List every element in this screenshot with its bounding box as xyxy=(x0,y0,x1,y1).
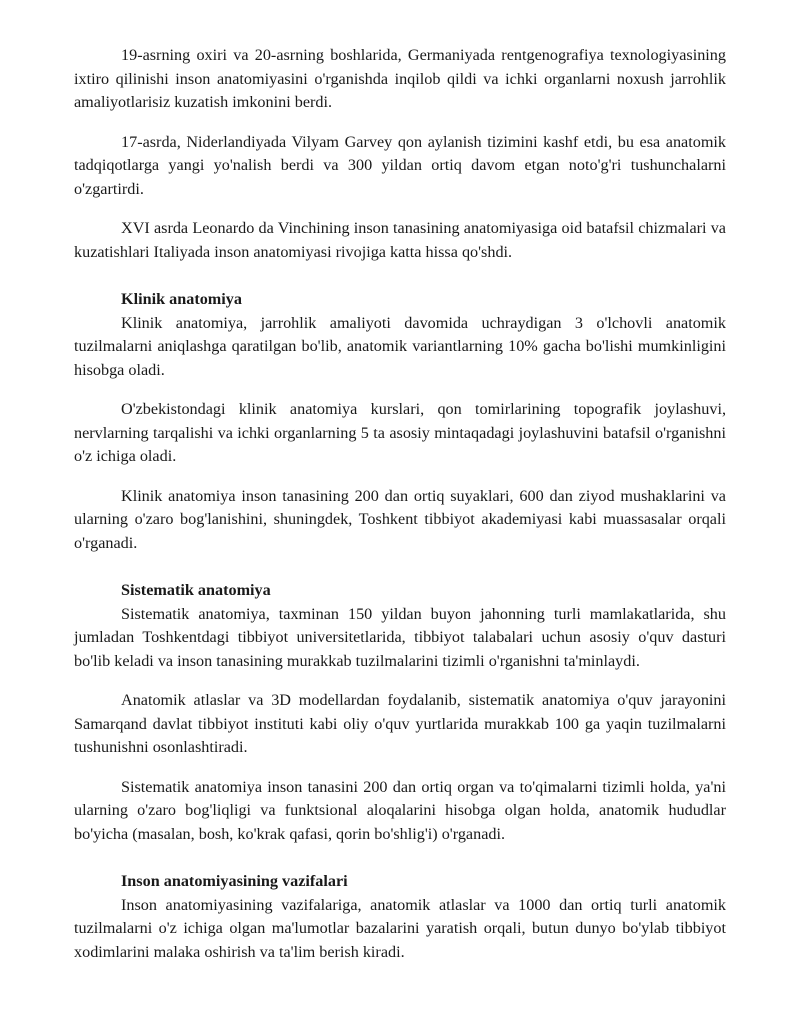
sistematik-paragraph-3: Sistematik anatomiya inson tanasini 200 dan ortiq organ va to'qimalarni tizimli holda, ya'ni ularning o'zaro bog'liqligi va funktsional aloqalarini hisobga olgan holda, anatomik hududlar bo'yicha (masalan, bosh, ko'krak qafasi, qorin bo'shlig'i) o'rganadi. xyxy=(74,777,726,843)
section-heading-klinik: Klinik anatomiya xyxy=(121,290,242,308)
intro-paragraph-2: 17-asrda, Niderlandiyada Vilyam Garvey qon aylanish tizimini kashf etdi, bu esa anatomik tadqiqotlarga yangi yo'nalish berdi va 300 yildan ortiq davom etgan noto'g'ri tushunchalarni o'zgartirdi. xyxy=(74,132,726,198)
intro-paragraph-3: XVI asrda Leonardo da Vinchining inson tanasining anatomiyasiga oid batafsil chizmalari va kuzatishlari Italiyada inson anatomiyasi rivojiga katta hissa qo'shdi. xyxy=(74,219,726,261)
intro-paragraph-1: 19-asrning oxiri va 20-asrning boshlarida, Germaniyada rentgenografiya texnologiyasining ixtiro qilinishi inson anatomiyasini o'rganishda inqilob qildi va ichki organlarni noxush jarrohlik amaliyotlarisiz kuzatish imkonini berdi. xyxy=(74,46,726,111)
sistematik-paragraph-2: Anatomik atlaslar va 3D modellardan foydalanib, sistematik anatomiya o'quv jarayonini Samarqand davlat tibbiyot instituti kabi oliy o'quv yurtlarida murakkab 100 ga yaqin tuzilmalarni tushunishni osonlashtiradi. xyxy=(74,691,726,756)
sistematik-paragraph-1: Sistematik anatomiya, taxminan 150 yildan buyon jahonning turli mamlakatlarida, shu jumladan Toshkentdagi tibbiyot universitetlarida, tibbiyot talabalari uchun asosiy o'quv dasturi bo'lib keladi va inson tanasining murakkab tuzilmalarini tizimli o'rganishni ta'minlaydi. xyxy=(74,604,726,670)
section-heading-vazifalar: Inson anatomiyasining vazifalari xyxy=(121,872,348,890)
vazifalar-paragraph-1: Inson anatomiyasining vazifalariga, anatomik atlaslar va 1000 dan ortiq turli anatomik tuzilmalarni o'z ichiga olgan ma'lumotlar bazalarini yaratish orqali, butun dunyo bo'ylab tibbiyot xodimlarini malaka oshirish va ta'lim berish kiradi. xyxy=(74,895,726,961)
section-heading-sistematik: Sistematik anatomiya xyxy=(121,581,271,599)
klinik-paragraph-3: Klinik anatomiya inson tanasining 200 dan ortiq suyaklari, 600 dan ziyod mushaklarini va ularning o'zaro bog'lanishini, shuningdek, Toshkent tibbiyot akademiyasi kabi muassasalar orqali o'rganadi. xyxy=(74,486,726,552)
klinik-paragraph-1: Klinik anatomiya, jarrohlik amaliyoti davomida uchraydigan 3 o'lchovli anatomik tuzilmalarni aniqlashga qaratilgan bo'lib, anatomik variantlarning 10% gacha bo'lishi mumkinligini hisobga oladi. xyxy=(74,313,726,379)
klinik-paragraph-2: O'zbekistondagi klinik anatomiya kurslari, qon tomirlarining topografik joylashuvi, nervlarning tarqalishi va ichki organlarning 5 ta asosiy mintaqadagi joylashuvini batafsil o'rganishni o'z ichiga oladi. xyxy=(74,400,726,465)
